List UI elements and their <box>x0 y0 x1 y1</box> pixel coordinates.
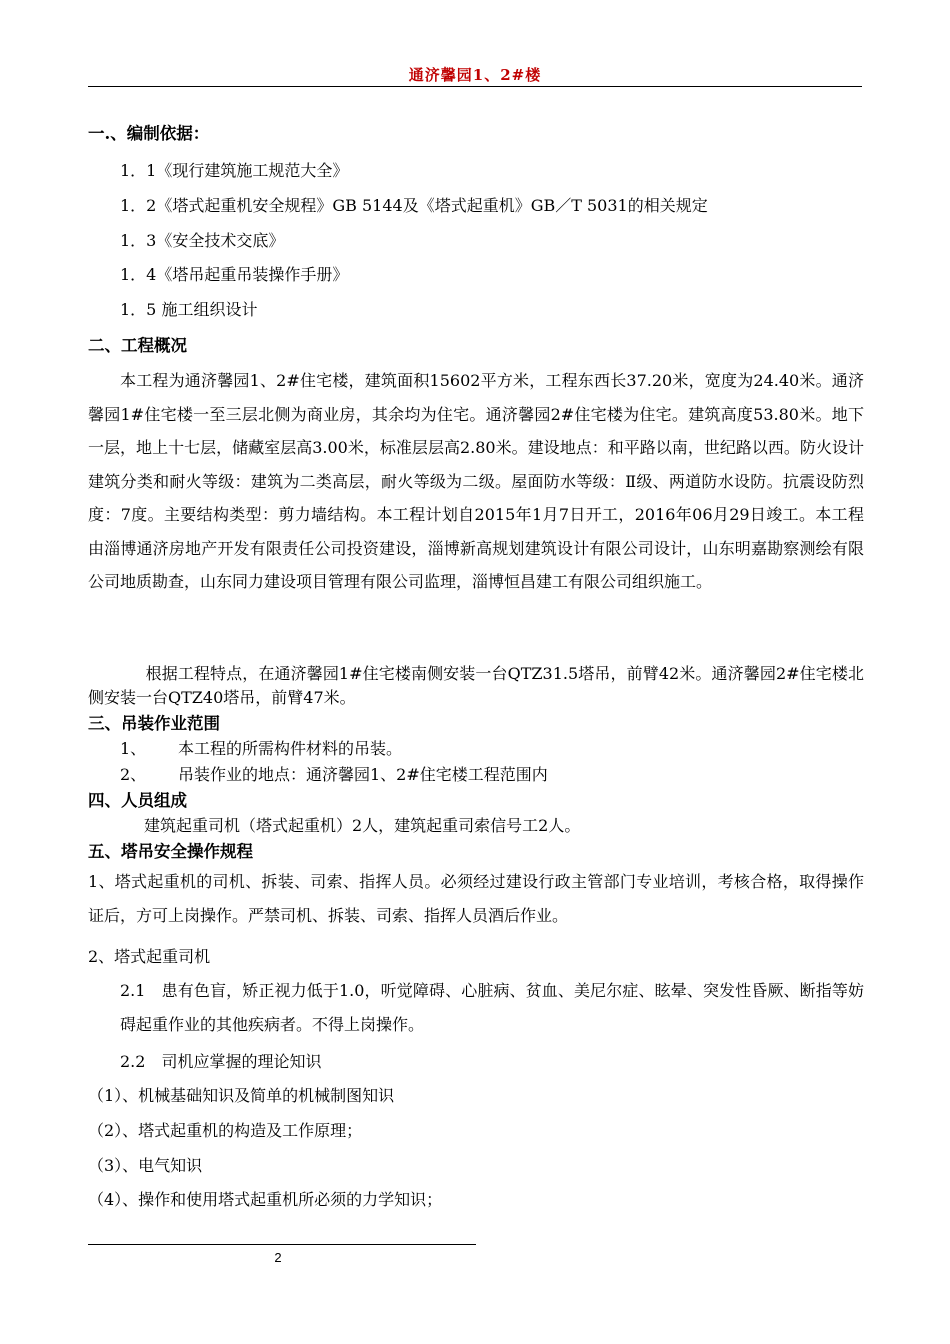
header-divider <box>88 86 862 87</box>
page-header-title: 通济馨园1、2#楼 <box>408 66 542 84</box>
safety-rule-1: 1、塔式起重机的司机、拆装、司索、指挥人员。必须经过建设行政主管部门专业培训，考核合格，取得操作证后，方可上岗操作。严禁司机、拆装、司索、指挥人员酒后作业。 <box>88 872 864 925</box>
knowledge-item-4: （4）、操作和使用塔式起重机所必须的力学知识； <box>88 1190 443 1209</box>
scope-item-1-number: 1、 <box>120 739 147 758</box>
knowledge-item-1: （1）、机械基础知识及简单的机械制图知识 <box>88 1086 395 1105</box>
basis-item-4: 1．4《塔吊起重吊装操作手册》 <box>120 265 349 284</box>
section-heading-basis: 一.、编制依据： <box>88 124 210 143</box>
knowledge-item-2: （2）、塔式起重机的构造及工作原理； <box>88 1121 363 1140</box>
scope-item-1-text: 本工程的所需构件材料的吊装。 <box>178 739 403 758</box>
basis-item-5: 1．5 施工组织设计 <box>120 300 258 319</box>
section-heading-overview: 二、工程概况 <box>88 336 187 355</box>
basis-item-2: 1．2《塔式起重机安全规程》GB 5144及《塔式起重机》GB／T 5031的相关规定 <box>120 196 708 215</box>
section-heading-safety-rules: 五、塔吊安全操作规程 <box>88 842 253 861</box>
safety-rule-2-heading: 2、塔式起重司机 <box>88 947 211 966</box>
page-number: 2 <box>274 1250 282 1265</box>
basis-item-1: 1．1《现行建筑施工规范大全》 <box>120 161 349 180</box>
basis-item-3: 1．3《安全技术交底》 <box>120 231 285 250</box>
footer-divider <box>88 1244 476 1245</box>
tower-crane-paragraph: 根据工程特点，在通济馨园1#住宅楼南侧安装一台QTZ31.5塔吊，前臂42米。通济馨园2#住宅楼北侧安装一台QTZ40塔吊，前臂47米。 <box>88 664 864 707</box>
scope-item-2-text: 吊装作业的地点：通济馨园1、2#住宅楼工程范围内 <box>178 765 548 784</box>
personnel-text: 建筑起重司机（塔式起重机）2人，建筑起重司索信号工2人。 <box>144 816 581 835</box>
safety-rule-2-2: 2.2 司机应掌握的理论知识 <box>120 1052 322 1071</box>
knowledge-item-3: （3）、电气知识 <box>88 1156 203 1175</box>
overview-paragraph: 本工程为通济馨园1、2#住宅楼，建筑面积15602平方米，工程东西长37.20米，宽度为24.40米。通济馨园1#住宅楼一至三层北侧为商业房，其余均为住宅。通济馨园2#住宅楼为住宅。建筑高度53.80米。地下一层，地上十七层，储藏室层高3.00米，标准层层高2.80米。建设地点：和平路以南，世纪路以西。防火设计建筑分类和耐火等级：建筑为二类高层，耐火等级为二级。屋面防水等级：Ⅱ级、两道防水设防。抗震设防烈度：7度。主要结构类型：剪力墙结构。本工程计划自2015年1月7日开工，2016年06月29日竣工。本工程由淄博通济房地产开发有限责任公司投资建设，淄博新高规划建筑设计有限公司设计，山东明嘉勘察测绘有限公司地质勘查，山东同力建设项目管理有限公司监理，淄博恒昌建工有限公司组织施工。 <box>88 371 864 591</box>
scope-item-2-number: 2、 <box>120 765 147 784</box>
section-heading-personnel: 四、人员组成 <box>88 791 187 810</box>
section-heading-scope: 三、吊装作业范围 <box>88 714 220 733</box>
safety-rule-2-1: 2.1 患有色盲，矫正视力低于1.0，听觉障碍、心脏病、贫血、美尼尔症、眩晕、突发性昏厥、断指等妨碍起重作业的其他疾病者。不得上岗操作。 <box>120 981 864 1034</box>
